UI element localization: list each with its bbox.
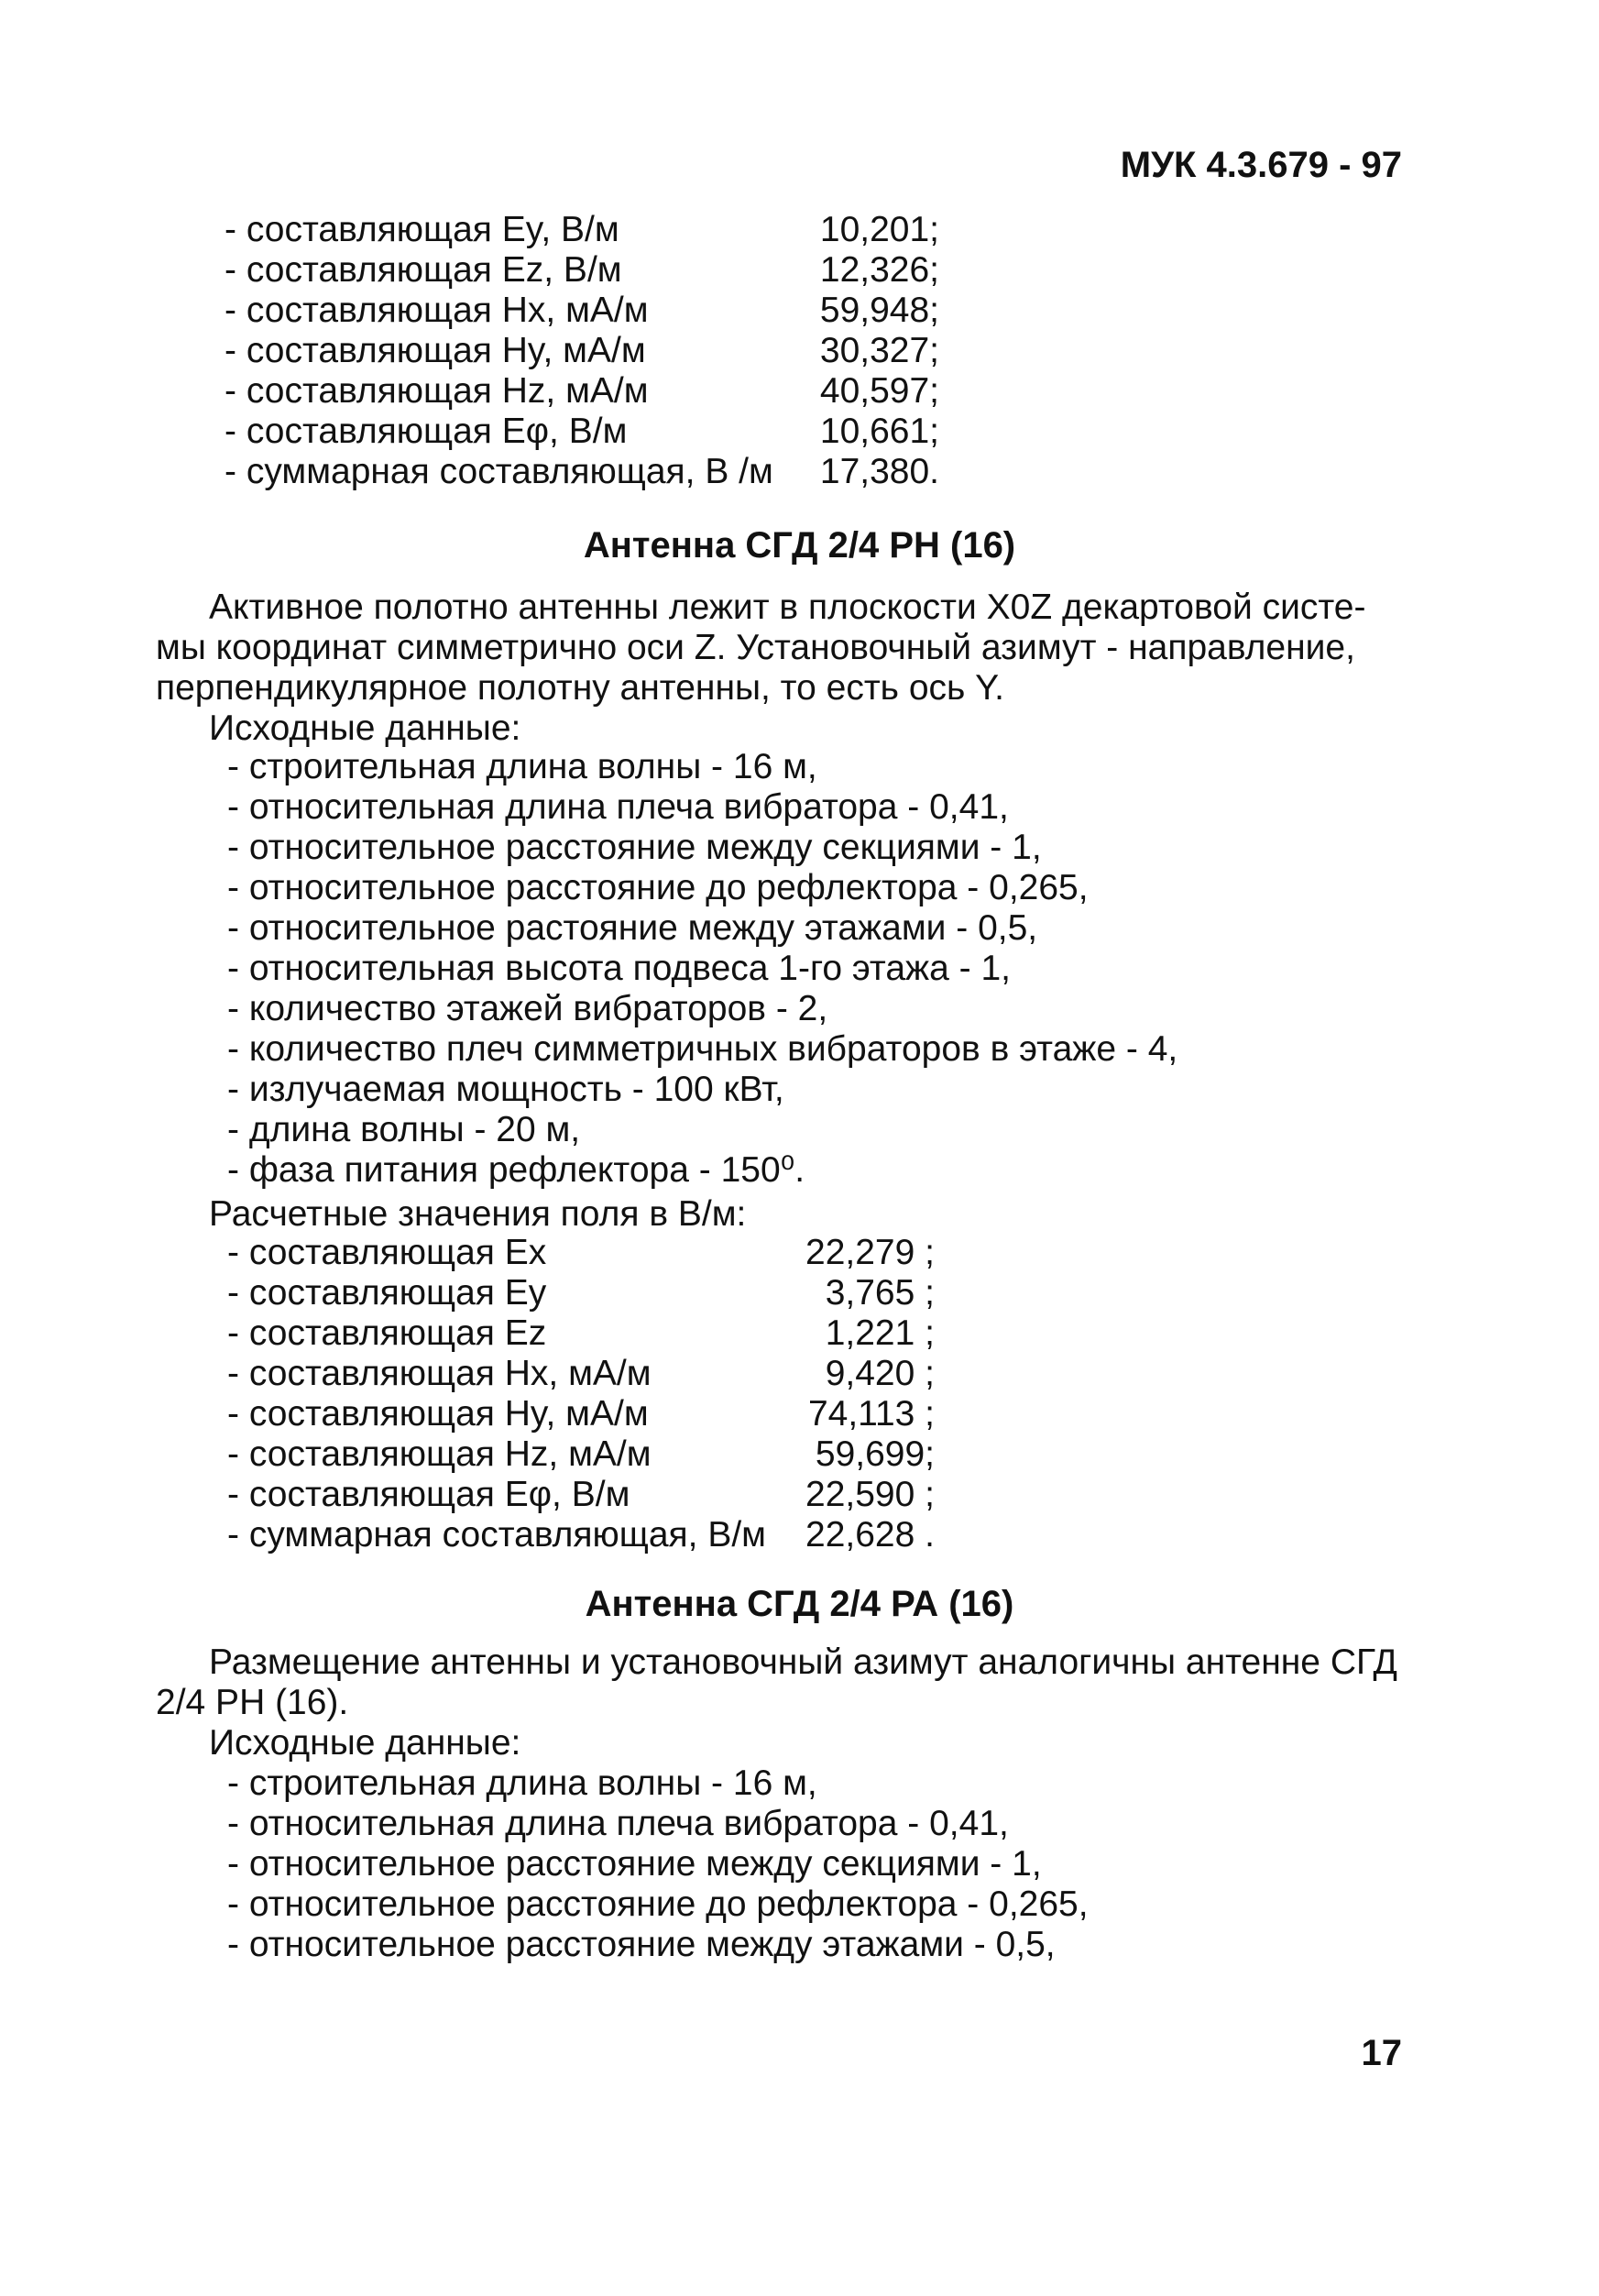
value-row <box>0 452 1599 492</box>
description-line: мы координат симметрично оси Z. Установочный азимут - направление, <box>156 628 1355 667</box>
top-values-table <box>0 210 1599 492</box>
list-item: - относительное расстояние до рефлектора - 0,265, <box>227 868 1089 907</box>
result-label: - суммарная составляющая, В/м <box>227 1515 766 1554</box>
list-item: - количество плеч симметричных вибраторов в этаже - 4, <box>227 1029 1178 1069</box>
section-ra-description <box>156 1642 1397 1723</box>
list-item: - относительное расстояние между секциями - 1, <box>227 1844 1042 1884</box>
value-number: 59,948; <box>819 291 939 330</box>
description-line: перпендикулярное полотну антенны, то есть ось Y. <box>156 668 1005 708</box>
list-item: - строительная длина волны - 16 м, <box>227 747 817 786</box>
result-row <box>0 1273 1599 1313</box>
input-data-heading: Исходные данные: <box>209 1723 521 1763</box>
value-row <box>0 331 1599 371</box>
list-item: - относительное растояние между этажами - 0,5, <box>227 908 1038 948</box>
value-label: - составляющая Ey, В/м <box>225 210 619 249</box>
list-item: - фаза питания рефлектора - 150⁰. <box>227 1150 805 1190</box>
result-value: 74,113 ; <box>807 1394 935 1434</box>
value-row <box>0 250 1599 291</box>
value-row <box>0 291 1599 331</box>
results-heading: Расчетные значения поля в В/м: <box>209 1194 747 1234</box>
result-label: - составляющая Hy, мА/м <box>227 1394 649 1434</box>
list-item: - относительная длина плеча вибратора - 0,41, <box>227 787 1009 827</box>
list-item: - строительная длина волны - 16 м, <box>227 1763 817 1803</box>
value-label: - составляющая Hy, мА/м <box>225 331 646 370</box>
input-data-heading: Исходные данные: <box>209 709 521 748</box>
section-ra-input-list <box>227 1763 1089 1965</box>
description-line: 2/4 РН (16). <box>156 1683 349 1722</box>
value-number: 12,326; <box>819 250 939 290</box>
result-value: 3,765 ; <box>825 1273 935 1313</box>
value-number: 10,661; <box>819 412 939 451</box>
description-line: Активное полотно антенны лежит в плоскости X0Z декартовой систе- <box>209 588 1366 627</box>
section-rn-results-table <box>0 1233 1599 1555</box>
value-number: 17,380. <box>819 452 939 491</box>
result-value: 9,420 ; <box>825 1354 935 1393</box>
result-label: - составляющая Ex <box>227 1233 547 1272</box>
result-label: - составляющая Hz, мА/м <box>227 1434 652 1474</box>
list-item: - относительное расстояние между этажами - 0,5, <box>227 1925 1056 1964</box>
result-row <box>0 1354 1599 1394</box>
list-item: - относительная длина плеча вибратора - 0,41, <box>227 1804 1009 1843</box>
result-value: 22,590 ; <box>805 1475 935 1514</box>
list-item: - длина волны - 20 м, <box>227 1110 581 1149</box>
document-code: МУК 4.3.679 - 97 <box>1120 145 1402 185</box>
value-label: - составляющая Eφ, В/м <box>225 412 628 451</box>
result-row <box>0 1515 1599 1555</box>
result-value: 22,628 . <box>805 1515 935 1554</box>
value-number: 10,201; <box>819 210 939 249</box>
value-row <box>0 210 1599 250</box>
list-item: - относительное расстояние до рефлектора - 0,265, <box>227 1884 1089 1924</box>
result-row <box>0 1394 1599 1434</box>
result-row <box>0 1434 1599 1475</box>
result-label: - составляющая Ey <box>227 1273 547 1313</box>
result-label: - составляющая Eφ, В/м <box>227 1475 630 1514</box>
result-row <box>0 1313 1599 1354</box>
section-title-ra: Антенна СГД 2/4 РА (16) <box>585 1584 1014 1624</box>
result-label: - составляющая Ez <box>227 1313 547 1353</box>
result-value: 59,699; <box>815 1434 935 1474</box>
result-value: 1,221 ; <box>825 1313 935 1353</box>
section-rn-input-list <box>227 747 1177 1191</box>
result-row <box>0 1233 1599 1273</box>
result-label: - составляющая Hx, мА/м <box>227 1354 652 1393</box>
page-number: 17 <box>1361 2033 1402 2073</box>
description-line: Размещение антенны и установочный азимут аналогичны антенне СГД <box>209 1642 1397 1682</box>
section-rn-description <box>156 588 1393 709</box>
value-row <box>0 412 1599 452</box>
result-value: 22,279 ; <box>805 1233 935 1272</box>
result-row <box>0 1475 1599 1515</box>
value-label: - суммарная составляющая, В /м <box>225 452 773 491</box>
value-label: - составляющая Ez, В/м <box>225 250 622 290</box>
value-number: 40,597; <box>819 371 939 411</box>
value-number: 30,327; <box>819 331 939 370</box>
value-label: - составляющая Hz, мА/м <box>225 371 649 411</box>
value-row <box>0 371 1599 412</box>
list-item: - относительное расстояние между секциями - 1, <box>227 828 1042 867</box>
list-item: - относительная высота подвеса 1-го этажа - 1, <box>227 949 1011 988</box>
section-title-rn: Антенна СГД 2/4 РН (16) <box>583 525 1016 566</box>
list-item: - количество этажей вибраторов - 2, <box>227 989 828 1028</box>
list-item: - излучаемая мощность - 100 кВт, <box>227 1070 784 1109</box>
value-label: - составляющая Hx, мА/м <box>225 291 649 330</box>
